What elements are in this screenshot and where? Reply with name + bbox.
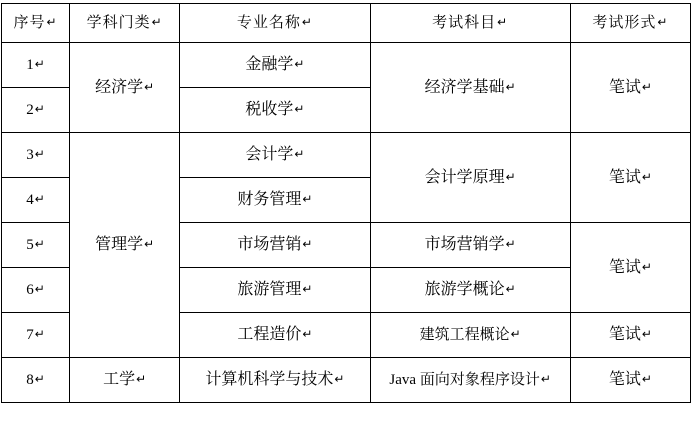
cell-major: 旅游管理↵ <box>180 268 370 313</box>
cell-form: 笔试↵ <box>570 313 690 358</box>
paragraph-mark-icon: ↵ <box>497 15 509 29</box>
paragraph-mark-icon: ↵ <box>294 147 305 162</box>
document-page <box>0 3 692 422</box>
cell-subject: 市场营销学↵ <box>370 223 570 268</box>
cell-form: 笔试↵ <box>570 43 690 133</box>
table-body <box>2 43 691 403</box>
paragraph-mark-icon: ↵ <box>641 372 652 387</box>
cell-category: 工学↵ <box>70 358 180 403</box>
paragraph-mark-icon: ↵ <box>505 282 516 297</box>
paragraph-mark-icon: ↵ <box>34 237 45 251</box>
paragraph-mark-icon: ↵ <box>136 372 147 387</box>
cell-major: 财务管理↵ <box>180 178 370 223</box>
cell-subject: Java 面向对象程序设计↵ <box>370 358 570 403</box>
header-category: 学科门类↵ <box>70 4 180 43</box>
paragraph-mark-icon: ↵ <box>641 259 652 274</box>
paragraph-mark-icon: ↵ <box>34 192 45 206</box>
paragraph-mark-icon: ↵ <box>144 79 155 94</box>
table-row <box>2 43 691 88</box>
cell-no: 1↵ <box>2 43 70 88</box>
paragraph-mark-icon: ↵ <box>334 372 345 387</box>
paragraph-mark-icon: ↵ <box>34 147 45 161</box>
paragraph-mark-icon: ↵ <box>505 169 516 184</box>
cell-subject: 经济学基础↵ <box>370 43 570 133</box>
cell-category: 管理学↵ <box>70 133 180 358</box>
cell-major: 金融学↵ <box>180 43 370 88</box>
paragraph-mark-icon: ↵ <box>302 237 313 252</box>
paragraph-mark-icon: ↵ <box>294 57 305 72</box>
cell-subject: 建筑工程概论↵ <box>370 313 570 358</box>
cell-major: 市场营销↵ <box>180 223 370 268</box>
paragraph-mark-icon: ↵ <box>302 327 313 342</box>
cell-major: 税收学↵ <box>180 88 370 133</box>
paragraph-mark-icon: ↵ <box>641 327 652 342</box>
table-row <box>2 133 691 178</box>
paragraph-mark-icon: ↵ <box>34 372 45 386</box>
paragraph-mark-icon: ↵ <box>505 79 516 94</box>
paragraph-mark-icon: ↵ <box>34 282 45 296</box>
cell-no: 5↵ <box>2 223 70 268</box>
paragraph-mark-icon: ↵ <box>34 102 45 116</box>
cell-major: 计算机科学与技术↵ <box>180 358 370 403</box>
header-no: 序号↵ <box>2 4 70 43</box>
cell-no: 3↵ <box>2 133 70 178</box>
table-row <box>2 358 691 403</box>
paragraph-mark-icon: ↵ <box>46 15 58 29</box>
paragraph-mark-icon: ↵ <box>641 79 652 94</box>
paragraph-mark-icon: ↵ <box>301 15 313 29</box>
cell-subject: 旅游学概论↵ <box>370 268 570 313</box>
paragraph-mark-icon: ↵ <box>540 372 551 386</box>
cell-form: 笔试↵ <box>570 358 690 403</box>
paragraph-mark-icon: ↵ <box>144 237 155 252</box>
cell-form: 笔试↵ <box>570 223 690 313</box>
cell-subject: 会计学原理↵ <box>370 133 570 223</box>
cell-form: 笔试↵ <box>570 133 690 223</box>
header-major: 专业名称↵ <box>180 4 370 43</box>
paragraph-mark-icon: ↵ <box>657 15 669 29</box>
cell-major: 会计学↵ <box>180 133 370 178</box>
paragraph-mark-icon: ↵ <box>151 15 163 29</box>
header-subject: 考试科目↵ <box>370 4 570 43</box>
cell-no: 4↵ <box>2 178 70 223</box>
paragraph-mark-icon: ↵ <box>510 327 521 341</box>
cell-no: 8↵ <box>2 358 70 403</box>
paragraph-mark-icon: ↵ <box>641 169 652 184</box>
paragraph-mark-icon: ↵ <box>302 192 313 207</box>
table-header <box>2 4 691 43</box>
cell-no: 2↵ <box>2 88 70 133</box>
paragraph-mark-icon: ↵ <box>294 102 305 117</box>
paragraph-mark-icon: ↵ <box>34 327 45 341</box>
header-form: 考试形式↵ <box>570 4 690 43</box>
cell-no: 6↵ <box>2 268 70 313</box>
cell-major: 工程造价↵ <box>180 313 370 358</box>
exam-schedule-table <box>1 3 691 403</box>
cell-category: 经济学↵ <box>70 43 180 133</box>
cell-no: 7↵ <box>2 313 70 358</box>
paragraph-mark-icon: ↵ <box>302 282 313 297</box>
paragraph-mark-icon: ↵ <box>34 57 45 71</box>
paragraph-mark-icon: ↵ <box>505 237 516 252</box>
table-header-row <box>2 4 691 43</box>
